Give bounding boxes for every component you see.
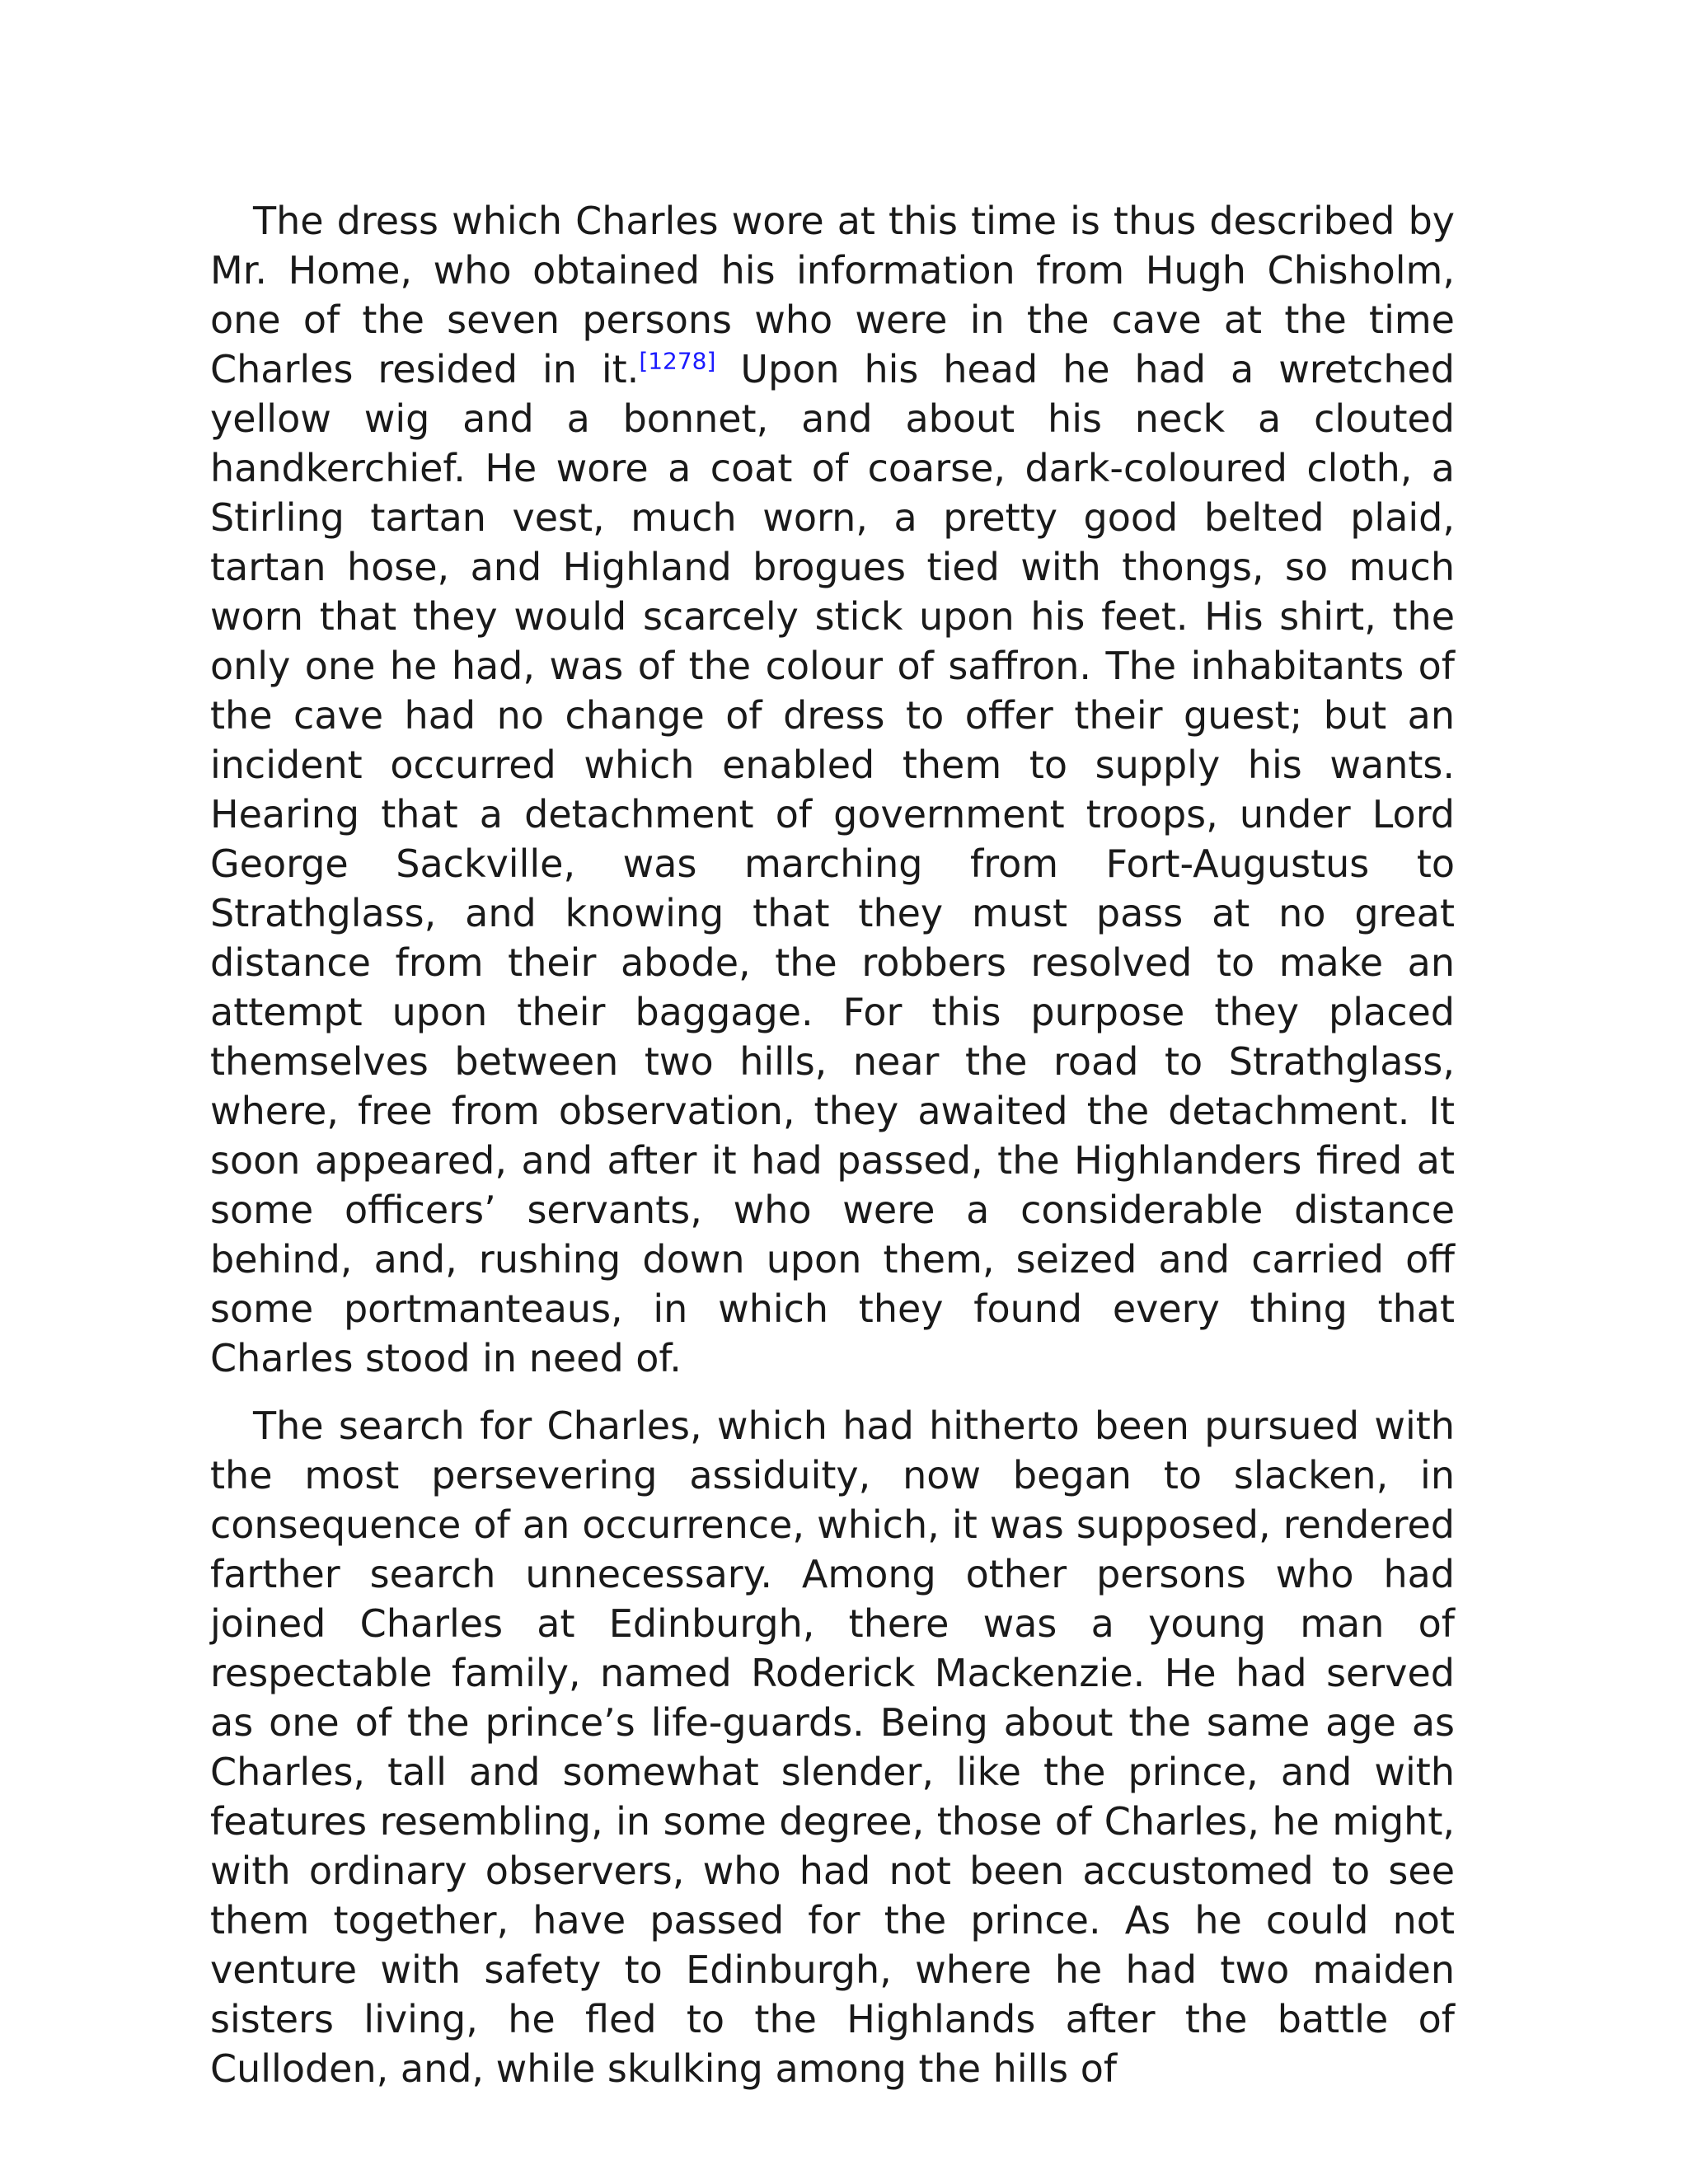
paragraph-1 bbox=[210, 196, 1455, 1383]
footnote-link-1278[interactable]: [1278] bbox=[639, 347, 716, 375]
paragraph-1-text-start: The dress which Charles wore at this time is thus described by Mr. Home, who obtained his information from Hugh Chisholm, one of the seven persons who were in the cave at the time Charles resided in it. bbox=[210, 199, 1455, 391]
paragraph-2: The search for Charles, which had hitherto been pursued with the most persevering assiduity, now began to slacken, in consequence of an occurrence, which, it was supposed, rendered farther search unnecessary. Among other persons who had joined Charles at Edinburgh, there was a young man of respectable family, named Roderick Mackenzie. He had served as one of the prince’s life-guards. Being about the same age as Charles, tall and somewhat slender, like the prince, and with features resembling, in some degree, those of Charles, he might, with ordinary observers, who had not been accustomed to see them together, have passed for the prince. As he could not venture with safety to Edinburgh, where he had two maiden sisters living, he fled to the Highlands after the battle of Culloden, and, while skulking among the hills of bbox=[210, 1404, 1455, 2091]
paragraph-1-text-end: Upon his head he had a wretched yellow wig and a bonnet, and about his neck a clouted handkerchief. He wore a coat of coarse, dark-coloured cloth, a Stirling tartan vest, much worn, a pretty good belted plaid, tartan hose, and Highland brogues tied with thongs, so much worn that they would scarcely stick upon his feet. His shirt, the only one he had, was of the colour of saffron. The inhabitants of the cave had no change of dress to offer their guest; but an incident occurred which enabled them to supply his wants. Hearing that a detachment of government troops, under Lord George Sackville, was marching from Fort-Augustus to Strathglass, and knowing that they must pass at no great distance from their abode, the robbers resolved to make an attempt upon their baggage. For this purpose they placed themselves between two hills, near the road to Strathglass, where, free from observation, they awaited the detachment. It soon appeared, and after it had passed, the Highlanders fired at some officers’ servants, who were a considerable distance behind, and, rushing down upon them, seized and carried off some portmanteaus, in which they found every thing that Charles stood in need of. bbox=[210, 347, 1455, 1380]
page-body bbox=[210, 196, 1455, 2111]
